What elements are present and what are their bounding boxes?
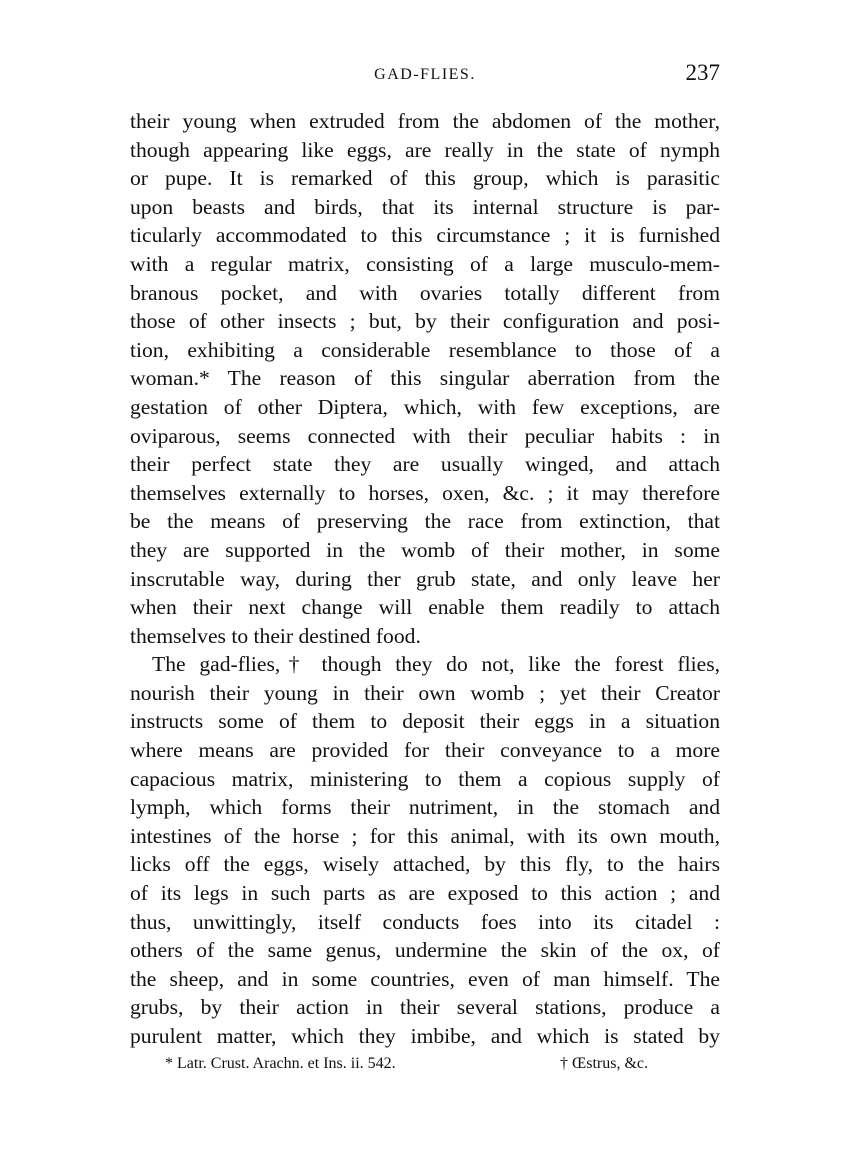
text-line: or pupe. It is remarked of this group, which is parasitic [130, 166, 720, 191]
paragraph-end-line: themselves to their destined food. [130, 623, 421, 648]
text-line: the sheep, and in some countries, even of man himself. The [130, 966, 720, 991]
text-line: purulent matter, which they imbibe, and which is stated by [130, 1024, 720, 1048]
text-line: with a regular matrix, consisting of a large musculo-mem- [130, 251, 720, 276]
text-line: others of the same genus, undermine the skin of the ox, of [130, 938, 720, 963]
footnote-oestrus: † Œstrus, &c. [560, 1055, 648, 1072]
running-head [130, 60, 720, 90]
text-line: of its legs in such parts as are exposed to this action ; and [130, 881, 720, 906]
text-line: though appearing like eggs, are really in the state of nymph [130, 137, 720, 162]
text-line: capacious matrix, ministering to them a copious supply of [130, 766, 720, 791]
paragraph-start-line: The gad-flies,† though they do not, like the forest flies, [152, 652, 720, 677]
text-line: branous pocket, and with ovaries totally different from [130, 280, 720, 305]
text-line: grubs, by their action in their several stations, produce a [130, 995, 720, 1020]
footnotes [130, 1055, 720, 1081]
text-line: intestines of the horse ; for this animal, with its own mouth, [130, 823, 720, 848]
text-line: their perfect state they are usually winged, and attach [130, 452, 720, 477]
text-line: licks off the eggs, wisely attached, by this fly, to the hairs [130, 852, 720, 877]
text-line: they are supported in the womb of their mother, in some [130, 537, 720, 562]
text-line: inscrutable way, during ther grub state, and only leave her [130, 566, 720, 591]
text-line: thus, unwittingly, itself conducts foes into its citadel : [130, 909, 720, 934]
running-title: GAD-FLIES. [374, 66, 476, 83]
body-text [130, 107, 720, 1051]
text-line: lymph, which forms their nutriment, in the stomach and [130, 795, 720, 820]
page-number: 237 [685, 60, 720, 85]
text-line: ticularly accommodated to this circumstance ; it is furnished [130, 223, 720, 248]
footnote-latreille: * Latr. Crust. Arachn. et Ins. ii. 542. [165, 1055, 396, 1072]
text-line: themselves externally to horses, oxen, &c. ; it may therefore [130, 480, 720, 505]
text-line: nourish their young in their own womb ; yet their Creator [130, 680, 720, 705]
text-line: instructs some of them to deposit their eggs in a situation [130, 709, 720, 734]
text-line: be the means of preserving the race from extinction, that [130, 509, 720, 534]
text-line: their young when extruded from the abdomen of the mother, [130, 109, 720, 133]
text-line: woman.* The reason of this singular aberration from the [130, 366, 720, 391]
text-line: when their next change will enable them readily to attach [130, 595, 720, 620]
text-line: gestation of other Diptera, which, with few exceptions, are [130, 394, 720, 419]
text-line: where means are provided for their conveyance to a more [130, 738, 720, 763]
text-line: tion, exhibiting a considerable resemblance to those of a [130, 337, 720, 362]
text-line: those of other insects ; but, by their configuration and posi- [130, 309, 720, 334]
text-line: upon beasts and birds, that its internal structure is par- [130, 194, 720, 219]
text-line: oviparous, seems connected with their peculiar habits : in [130, 423, 720, 448]
